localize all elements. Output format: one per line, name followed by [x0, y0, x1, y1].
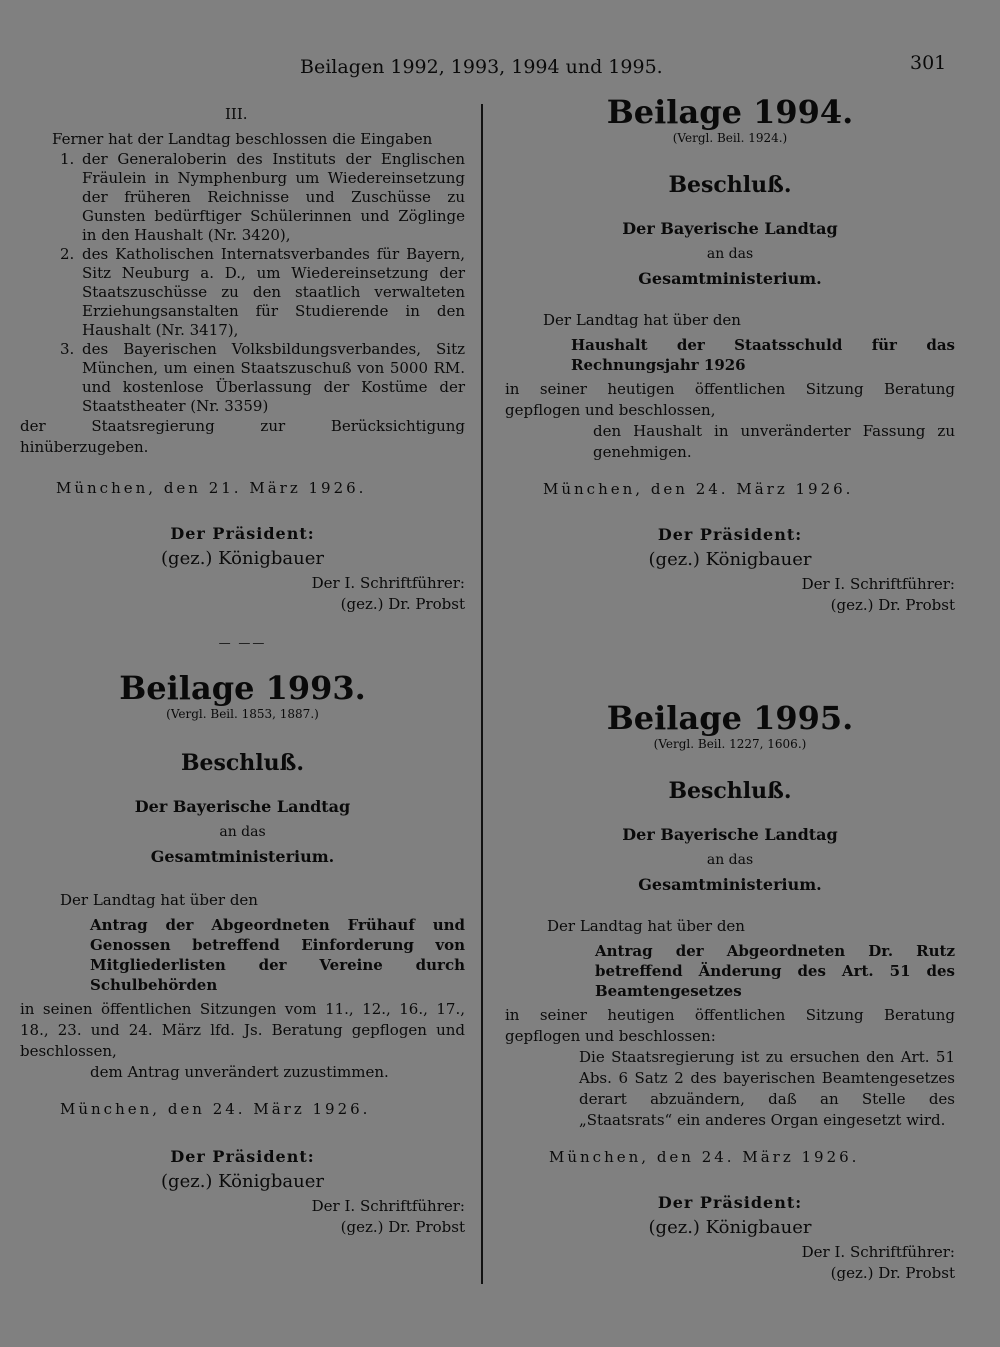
resolution-decision: den Haushalt in unveränderter Fassung zu genehmigen.	[593, 422, 955, 461]
president-signature: (gez.) Königbauer	[648, 549, 812, 570]
secretary-label: Der I. Schriftführer:	[801, 1243, 955, 1261]
resolution-body: in seiner heutigen öffentlichen Sitzung Beratung gepflogen und beschlossen:	[505, 1006, 955, 1045]
addressee: Gesamtministerium.	[638, 875, 822, 894]
date-line: München, den 24. März 1926.	[60, 1100, 371, 1118]
secretary-signature: (gez.) Dr. Probst	[340, 595, 465, 613]
addressor: Der Bayerische Landtag	[134, 797, 351, 816]
date-line: München, den 24. März 1926.	[549, 1148, 860, 1166]
addressee-connector: an das	[706, 852, 754, 868]
resolution-intro: Der Landtag hat über den	[547, 917, 745, 935]
column-divider	[481, 104, 483, 1284]
separator: — ——	[218, 636, 267, 650]
list-item: 2. des Katholischen Internatsverbandes für Bayern, Sitz Neuburg a. D., um Wiedereinsetzung der Staatszuschüsse zu den staatlich verwalteten Erziehungsanstalten für Studierende in den Haushalt (Nr. 3417),	[60, 245, 465, 339]
president-signature: (gez.) Königbauer	[648, 1217, 812, 1238]
addressee-connector: an das	[219, 824, 266, 840]
beilage-title: Beilage 1995.	[606, 699, 854, 737]
beilage-reference: (Vergl. Beil. 1227, 1606.)	[653, 737, 807, 751]
running-title: Beilagen 1992, 1993, 1994 und 1995.	[300, 56, 663, 78]
secretary-label: Der I. Schriftführer:	[311, 1197, 465, 1215]
addressee: Gesamtministerium.	[638, 269, 822, 288]
resolution-body: in seinen öffentlichen Sitzungen vom 11., 12., 16., 17., 18., 23. und 24. März lfd. Js. Beratung gepflogen und beschlossen,	[20, 1000, 465, 1060]
resolution-heading: Beschluß.	[668, 172, 792, 198]
president-signature: (gez.) Königbauer	[161, 548, 324, 569]
president-label: Der Präsident:	[657, 525, 803, 544]
addressor: Der Bayerische Landtag	[622, 219, 838, 238]
resolution-body: in seiner heutigen öffentlichen Sitzung Beratung gepflogen und beschlossen,	[505, 380, 955, 419]
beilage-reference: (Vergl. Beil. 1924.)	[672, 131, 788, 145]
resolution-heading: Beschluß.	[180, 750, 305, 776]
president-label: Der Präsident:	[170, 524, 315, 543]
addressor: Der Bayerische Landtag	[622, 825, 838, 844]
secretary-label: Der I. Schriftführer:	[311, 574, 465, 592]
beilage-title: Beilage 1994.	[606, 93, 854, 131]
resolution-decision: Die Staatsregierung ist zu ersuchen den Art. 51 Abs. 6 Satz 2 des bayerischen Beamtengesetzes derart abzuändern, daß an Stelle des „Staatsrats“ ein anderes Organ eingesetzt wird.	[579, 1048, 955, 1129]
resolution-intro: Der Landtag hat über den	[543, 311, 741, 329]
section-iii	[20, 104, 465, 654]
beilage-1993	[20, 670, 465, 1238]
resolution-intro: Der Landtag hat über den	[60, 891, 258, 909]
secretary-signature: (gez.) Dr. Probst	[830, 596, 955, 614]
petition-list	[20, 150, 465, 416]
president-label: Der Präsident:	[657, 1193, 803, 1212]
list-item: 1. der Generaloberin des Instituts der Englischen Fräulein in Nymphenburg um Wiedereinsetzung der früheren Reichnisse und Zuschüsse zu Gunsten bedürftiger Schülerinnen und Zöglinge in den Haushalt (Nr. 3420),	[60, 150, 465, 244]
resolution-decision: dem Antrag unverändert zuzustimmen.	[90, 1063, 389, 1081]
section-intro: Ferner hat der Landtag beschlossen die Eingaben	[52, 130, 433, 148]
beilage-1995	[505, 700, 955, 1284]
secretary-signature: (gez.) Dr. Probst	[340, 1218, 465, 1236]
list-item: 3. des Bayerischen Volksbildungsverbandes, Sitz München, um einen Staatszuschuß von 5000 RM. und kostenlose Überlassung der Kostüme der Staatstheater (Nr. 3359)	[60, 340, 465, 415]
page-number: 301	[910, 52, 947, 74]
president-label: Der Präsident:	[170, 1147, 315, 1166]
president-signature: (gez.) Königbauer	[161, 1171, 324, 1192]
section-closing: der Staatsregierung zur Berücksichtigung hinüberzugeben.	[20, 417, 465, 456]
date-line: München, den 24. März 1926.	[543, 480, 854, 498]
beilage-reference: (Vergl. Beil. 1853, 1887.)	[166, 707, 319, 721]
section-roman: III.	[225, 105, 248, 123]
beilage-title: Beilage 1993.	[119, 669, 366, 707]
addressee: Gesamtministerium.	[150, 847, 335, 866]
resolution-subject: Antrag der Abgeordneten Frühauf und Genossen betreffend Einforderung von Mitgliederlisten der Vereine durch Schulbehörden	[90, 916, 465, 994]
secretary-signature: (gez.) Dr. Probst	[830, 1264, 955, 1282]
resolution-subject: Haushalt der Staatsschuld für das Rechnungsjahr 1926	[571, 336, 955, 374]
resolution-subject: Antrag der Abgeordneten Dr. Rutz betreffend Änderung des Art. 51 des Beamtengesetzes	[595, 942, 955, 1000]
beilage-1994	[505, 94, 955, 616]
date-line: München, den 21. März 1926.	[56, 479, 367, 497]
secretary-label: Der I. Schriftführer:	[801, 575, 955, 593]
resolution-heading: Beschluß.	[668, 778, 792, 804]
addressee-connector: an das	[706, 246, 754, 262]
